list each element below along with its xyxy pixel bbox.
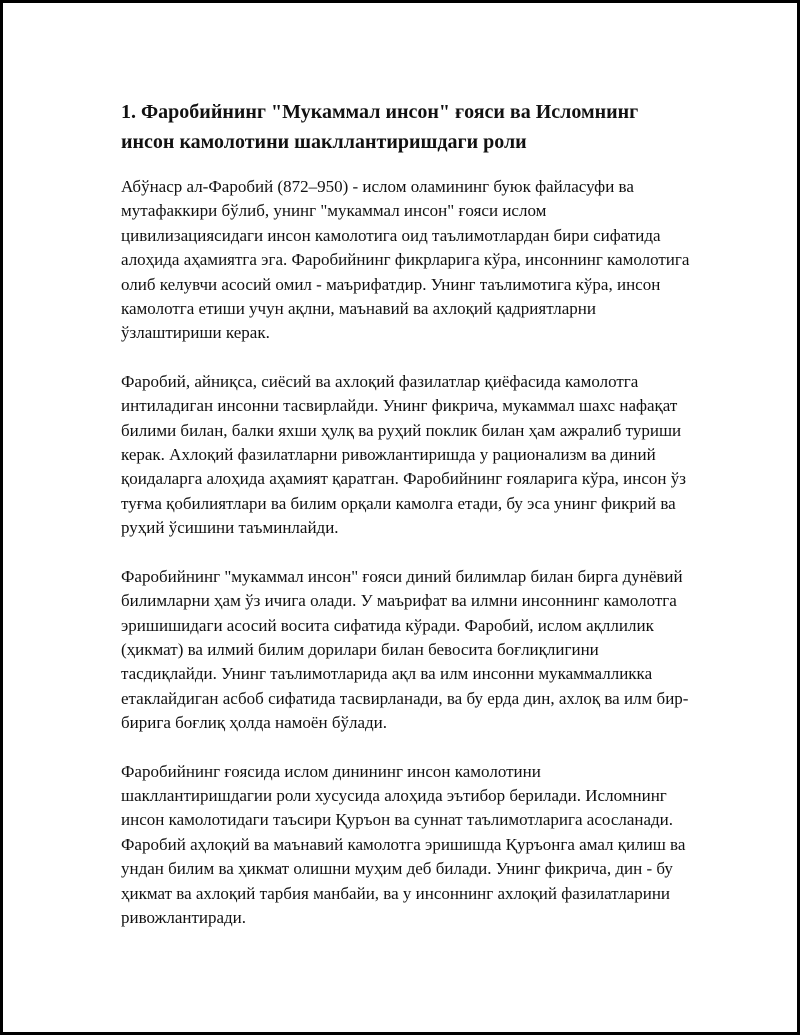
section-title: 1. Фаробийнинг "Мукаммал инсон" ғояси ва Исломнинг инсон камолотини шакллантиришдаги роли bbox=[121, 101, 639, 153]
document-body bbox=[121, 97, 691, 954]
paragraph-4: Фаробийнинг ғоясида ислом динининг инсон камолотини шакллантиришдагии роли хусусида алоҳида эътибор берилади. Исломнинг инсон камолотидаги таъсири Қуръон ва суннат таълимотларига асосланади. Фаробий аҳлоқий ва маънавий камолотга эришишда Қуръонга амал қилиш ва ундан билим ва ҳикмат олишни муҳим деб билади. Унинг фикрича, дин - бу ҳикмат ва ахлоқий тарбия манбайи, ва у инсоннинг ахлоқий фазилатларини ривожлантиради. bbox=[121, 761, 686, 927]
paragraph-2: Фаробий, айниқса, сиёсий ва ахлоқий фазилатлар қиёфасида камолотга интиладиган инсонни тасвирлайди. Унинг фикрича, мукаммал шахс нафақат билими билан, балки яхши ҳулқ ва руҳий поклик билан ҳам ажралиб туриши керак. Ахлоқий фазилатларни ривожлантиришда у рационализм ва диний қоидаларга алоҳида аҳамият қаратган. Фаробийнинг ғояларига кўра, инсон ўз туғма қобилиятлари ва билим орқали камолга етади, бу эса унинг фикрий ва руҳий ўсишини таъминлайди. bbox=[121, 371, 686, 538]
paragraph-1: Абўнаср ал-Фаробий (872–950) - ислом оламининг буюк файласуфи ва мутафаккири бўлиб, унинг "мукаммал инсон" ғояси ислом цивилизациясидаги инсон камолотига оид таълимотлардан бири сифатида алоҳида аҳамиятга эга. Фаробийнинг фикрларига кўра, инсоннинг камолотига олиб келувчи асосий омил - маърифатдир. Унинг таълимотига кўра, инсон камолотга етиши учун ақлни, маънавий ва ахлоқий қадриятларни ўзлаштириши керак. bbox=[121, 177, 690, 343]
paragraph-3: Фаробийнинг "мукаммал инсон" ғояси диний билимлар билан бирга дунёвий билимларни ҳам ўз ичига олади. У маърифат ва илмни инсоннинг камолотга эришишидаги асосий восита сифатида кўради. Фаробий, ислом ақллилик (ҳикмат) ва илмий билим дорилари билан бевосита боғлиқлигини тасдиқлайди. Унинг таълимотларида ақл ва илм инсонни мукаммалликка етаклайдиган асбоб сифатида тасвирланади, ва бу ерда дин, ахлоқ ва илм бир-бирига боғлиқ ҳолда намоён бўлади. bbox=[121, 566, 689, 733]
